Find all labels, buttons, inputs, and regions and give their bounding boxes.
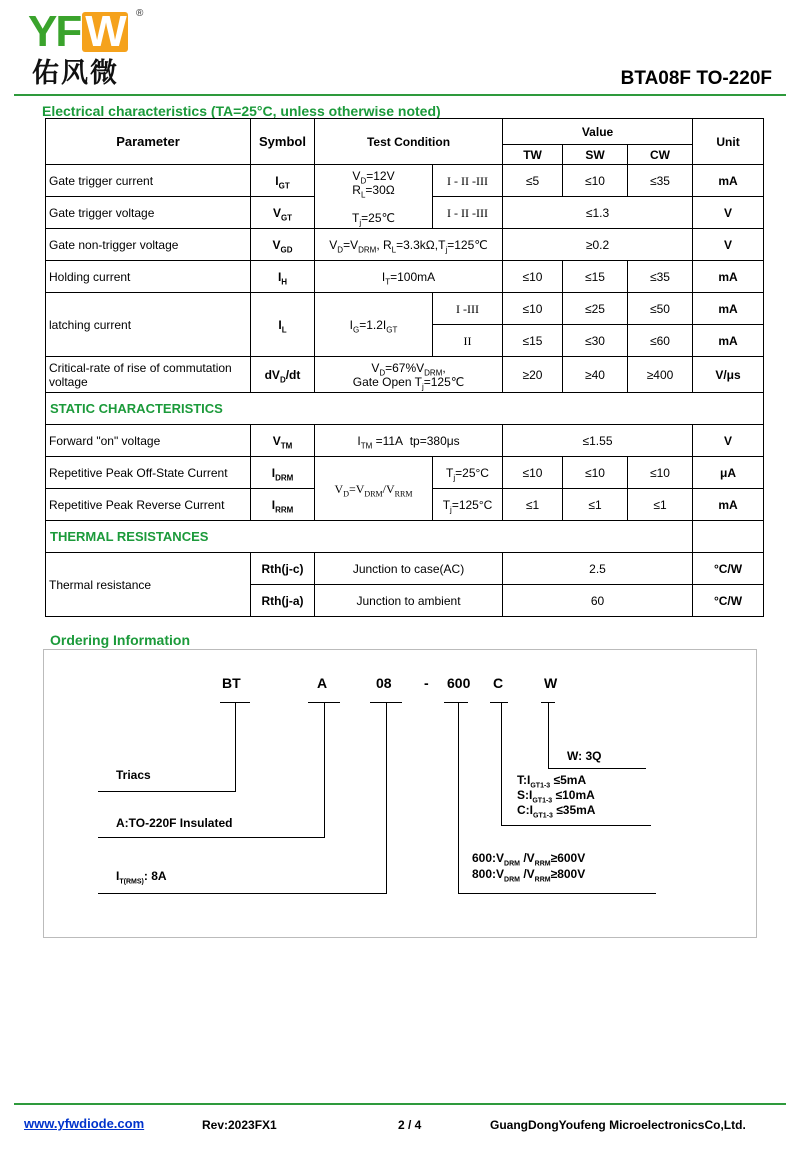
revision: Rev:2023FX1 (202, 1118, 277, 1132)
val-il2-sw: ≤30 (563, 325, 628, 357)
unit-vgt: V (693, 197, 764, 229)
unit-irrm: mA (693, 489, 764, 521)
unit-dvdt: V/μs (693, 357, 764, 393)
label-current: $I_{T(RMS)}$: 8A (116, 869, 167, 886)
page-number: 2 / 4 (398, 1118, 422, 1132)
cond-vgd: $V_D=V_{DRM}$, $R_L=3.3k\Omega,T_j=125℃$ (315, 229, 503, 261)
unit-vgd: V (693, 229, 764, 261)
val-idrm-tw: ≤10 (503, 457, 563, 489)
val-rth-jc: 2.5 (503, 553, 693, 585)
val-il1-sw: ≤25 (563, 293, 628, 325)
static-section-title: STATIC CHARACTERISTICS (46, 393, 764, 425)
param-latching-current: latching current (46, 293, 251, 357)
param-forward-on-voltage: Forward "on" voltage (46, 425, 251, 457)
code-a: A (317, 675, 328, 691)
header-tw: TW (503, 145, 563, 165)
unit-rth-ja: °C/W (693, 585, 764, 617)
cond-dvdt: $V_D=67\%V_{DRM}$, Gate Open $T_j=125℃$ (315, 357, 503, 393)
a-leader-horizontal (98, 837, 325, 838)
param-gate-trigger-current: Gate trigger current (46, 165, 251, 197)
label-800v: $800:V_{DRM}$ $/V_{RRM}\ge 800V$ (472, 867, 586, 884)
sym-irrm: $I_{RRM}$ (251, 489, 315, 521)
val-dvdt-cw: ≥400 (628, 357, 693, 393)
electrical-section-title: Electrical characteristics (TA=25°C, unless otherwise noted) (42, 103, 441, 119)
header-cw: CW (628, 145, 693, 165)
ordering-section-title: Ordering Information (50, 632, 190, 648)
val-ih-cw: ≤35 (628, 261, 693, 293)
sym-igt: $I_{GT}$ (251, 165, 315, 197)
footer-divider (14, 1103, 786, 1105)
c-underline (490, 702, 508, 703)
08-leader-horizontal (98, 893, 387, 894)
thermal-header-blank (693, 521, 764, 553)
val-il1-tw: ≤10 (503, 293, 563, 325)
c-leader-vertical (501, 702, 502, 826)
header-parameter: Parameter (46, 119, 251, 165)
label-t-gate: $T:I_{GT1-3} \le 5mA$ (517, 773, 587, 790)
val-irrm-sw: ≤1 (563, 489, 628, 521)
cond-vd-rl-tj: $V_D=12V$ $R_L=30\Omega$ $T_j=25℃$ (315, 165, 433, 229)
val-igt-tw: ≤5 (503, 165, 563, 197)
quad-vgt: I - II -III (433, 197, 503, 229)
val-il1-cw: ≤50 (628, 293, 693, 325)
unit-vtm: V (693, 425, 764, 457)
unit-ih: mA (693, 261, 764, 293)
sym-vtm: $V_{TM}$ (251, 425, 315, 457)
unit-il2: mA (693, 325, 764, 357)
w-leader-vertical (548, 702, 549, 769)
val-vgt: ≤1.3 (503, 197, 693, 229)
ordering-diagram (43, 649, 757, 938)
header-test-condition: Test Condition (315, 119, 503, 165)
sym-vgd: $V_{GD}$ (251, 229, 315, 261)
temp-idrm: $T_j=25^\circ C$ (433, 457, 503, 489)
val-idrm-cw: ≤10 (628, 457, 693, 489)
label-package: A:TO-220F Insulated (116, 816, 233, 830)
val-dvdt-sw: ≥40 (563, 357, 628, 393)
sym-rth-ja: Rth(j-a) (251, 585, 315, 617)
header-unit: Unit (693, 119, 764, 165)
val-vgd: ≥0.2 (503, 229, 693, 261)
param-idrm: Repetitive Peak Off-State Current (46, 457, 251, 489)
electrical-characteristics-table (45, 118, 764, 617)
c-leader-horizontal (501, 825, 651, 826)
val-irrm-tw: ≤1 (503, 489, 563, 521)
param-gate-non-trigger-voltage: Gate non-trigger voltage (46, 229, 251, 261)
val-rth-ja: 60 (503, 585, 693, 617)
600-underline (444, 702, 468, 703)
unit-idrm: μA (693, 457, 764, 489)
label-s-gate: $S:I_{GT1-3} \le 10mA$ (517, 788, 595, 805)
code-bt: BT (222, 675, 241, 691)
unit-igt: mA (693, 165, 764, 197)
600-leader-vertical (458, 702, 459, 894)
val-igt-cw: ≤35 (628, 165, 693, 197)
registered-mark: ® (136, 8, 144, 19)
temp-irrm: $T_j=125^\circ C$ (433, 489, 503, 521)
unit-il1: mA (693, 293, 764, 325)
cond-il: $I_G=1.2I_{GT}$ (315, 293, 433, 357)
sym-rth-jc: Rth(j-c) (251, 553, 315, 585)
val-il2-tw: ≤15 (503, 325, 563, 357)
val-dvdt-tw: ≥20 (503, 357, 563, 393)
logo-wordmark: YF W (28, 10, 128, 54)
code-w: W (544, 675, 558, 691)
val-il2-cw: ≤60 (628, 325, 693, 357)
param-holding-current: Holding current (46, 261, 251, 293)
val-idrm-sw: ≤10 (563, 457, 628, 489)
sym-dvdt: $dV_D/dt$ (251, 357, 315, 393)
sym-il: $I_L$ (251, 293, 315, 357)
val-ih-tw: ≤10 (503, 261, 563, 293)
param-irrm: Repetitive Peak Reverse Current (46, 489, 251, 521)
unit-rth-jc: °C/W (693, 553, 764, 585)
header-symbol: Symbol (251, 119, 315, 165)
code-08: 08 (376, 675, 392, 691)
header-divider (14, 94, 786, 96)
code-c: C (493, 675, 504, 691)
bt-leader-vertical (235, 702, 236, 792)
website-link[interactable]: www.yfwdiode.com (24, 1116, 145, 1131)
company-logo (28, 6, 158, 94)
param-critical-rate: Critical-rate of rise of commutation voltage (46, 357, 251, 393)
a-leader-vertical (324, 702, 325, 838)
header-value: Value (503, 119, 693, 145)
param-gate-trigger-voltage: Gate trigger voltage (46, 197, 251, 229)
company-name: GuangDongYoufeng MicroelectronicsCo,Ltd. (490, 1118, 746, 1132)
w-leader-horizontal (548, 768, 646, 769)
document-title: BTA08F TO-220F (620, 68, 772, 89)
cond-vd-vdrm-vrrm: $V_D=V_{DRM}/V_{RRM}$ (315, 457, 433, 521)
val-vtm: ≤1.55 (503, 425, 693, 457)
header-sw: SW (563, 145, 628, 165)
label-600v: $600:V_{DRM}$ $/V_{RRM}\ge 600V$ (472, 851, 586, 868)
param-thermal-resistance: Thermal resistance (46, 553, 251, 617)
logo-chinese: 佑风微 (32, 58, 119, 89)
08-leader-vertical (386, 702, 387, 894)
sym-ih: $I_H$ (251, 261, 315, 293)
label-w-3q: W: 3Q (567, 749, 602, 763)
cond-ih: $I_T=100mA$ (315, 261, 503, 293)
600-leader-horizontal (458, 893, 656, 894)
cond-vtm: $I_{TM} =11A$ tp=380μs (315, 425, 503, 457)
cond-junction-ambient: Junction to ambient (315, 585, 503, 617)
val-irrm-cw: ≤1 (628, 489, 693, 521)
val-igt-sw: ≤10 (563, 165, 628, 197)
sym-idrm: $I_{DRM}$ (251, 457, 315, 489)
quad-il-2: II (433, 325, 503, 357)
code-dash: - (424, 675, 429, 691)
val-ih-sw: ≤15 (563, 261, 628, 293)
sym-vgt: $V_{GT}$ (251, 197, 315, 229)
quad-il-1: I -III (433, 293, 503, 325)
code-600: 600 (447, 675, 471, 691)
label-triacs: Triacs (116, 768, 151, 782)
label-c-gate: $C:I_{GT1-3} \le 35mA$ (517, 803, 596, 820)
quad-igt: I - II -III (433, 165, 503, 197)
bt-leader-horizontal (98, 791, 236, 792)
cond-junction-case: Junction to case(AC) (315, 553, 503, 585)
thermal-section-title: THERMAL RESISTANCES (46, 521, 693, 553)
